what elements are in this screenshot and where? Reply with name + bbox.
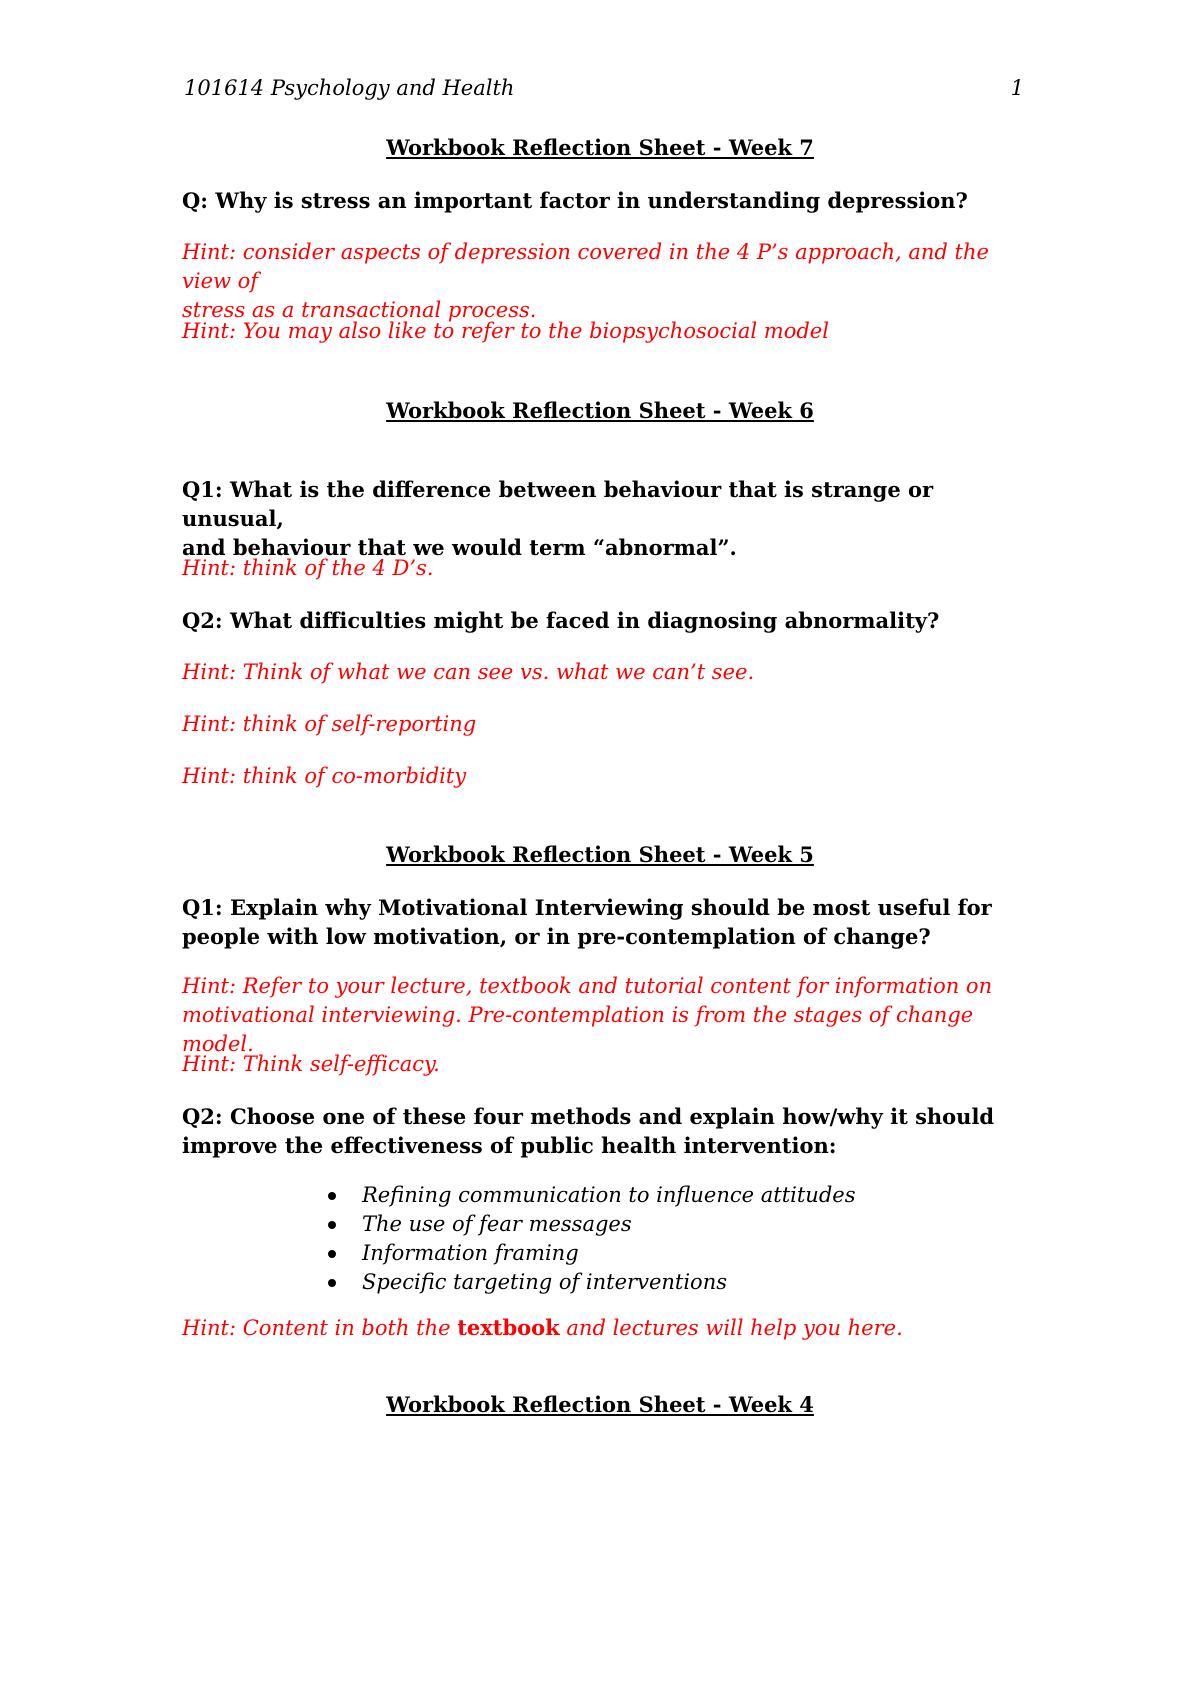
list-item <box>362 1268 1042 1297</box>
week6-question-2: Q2: What difficulties might be faced in diagnosing abnormality? <box>182 608 940 633</box>
list-item-text: Information framing <box>362 1241 579 1265</box>
week6-question-2-hint-2: Hint: think of self-reporting <box>182 712 477 736</box>
course-title: 101614 Psychology and Health <box>184 76 515 100</box>
week7-question: Q: Why is stress an important factor in understanding depression? <box>182 188 968 213</box>
week5-question-1 <box>182 893 1042 951</box>
week5-title: Workbook Reflection Sheet - Week 5 <box>386 842 814 867</box>
week5-question-1-hint-1-line-2: motivational interviewing. Pre-contemplation is from the stages of change model. <box>182 1003 974 1056</box>
week6-question-2-hint-3: Hint: think of co-morbidity <box>182 764 467 788</box>
list-item-text: The use of fear messages <box>362 1212 632 1236</box>
bullet-icon <box>328 1192 336 1200</box>
week5-question-1-line-2: people with low motivation, or in pre-contemplation of change? <box>182 924 931 949</box>
bullet-icon <box>328 1250 336 1258</box>
week5-question-1-hint-1 <box>182 972 1042 1059</box>
methods-list <box>362 1181 1042 1297</box>
list-item <box>362 1181 1042 1210</box>
page-number: 1 <box>1010 76 1024 100</box>
list-item <box>362 1239 1042 1268</box>
week7-hint-2: Hint: You may also like to refer to the biopsychosocial model <box>182 319 829 343</box>
week4-title: Workbook Reflection Sheet - Week 4 <box>386 1392 814 1417</box>
week7-title: Workbook Reflection Sheet - Week 7 <box>386 135 814 160</box>
week7-hint-1 <box>182 238 1042 325</box>
hint-text-after: and lectures will help you here. <box>559 1316 903 1340</box>
week5-question-1-hint-1-line-1: Hint: Refer to your lecture, textbook and tutorial content for information on <box>182 974 993 998</box>
hint-text-bold: textbook <box>457 1315 560 1340</box>
page-header <box>184 74 1024 102</box>
week5-question-1-line-1: Q1: Explain why Motivational Interviewing should be most useful for <box>182 895 992 920</box>
week5-question-2-line-2: improve the effectiveness of public health intervention: <box>182 1133 837 1158</box>
week5-question-2-line-1: Q2: Choose one of these four methods and explain how/why it should <box>182 1104 995 1129</box>
week7-hint-1-line-1: Hint: consider aspects of depression covered in the 4 P’s approach, and the view of <box>182 240 989 293</box>
list-item-text: Refining communication to influence attitudes <box>362 1183 856 1207</box>
week5-question-2 <box>182 1102 1042 1160</box>
week6-title: Workbook Reflection Sheet - Week 6 <box>386 398 814 423</box>
list-item <box>362 1210 1042 1239</box>
bullet-icon <box>328 1279 336 1287</box>
week5-question-1-hint-2: Hint: Think self-efficacy. <box>182 1052 440 1076</box>
week6-question-1 <box>182 475 1042 562</box>
week6-question-1-line-1: Q1: What is the difference between behaviour that is strange or unusual, <box>182 477 934 531</box>
week5-question-2-hint <box>182 1313 1042 1343</box>
hint-text-before: Hint: Content in both the <box>182 1316 458 1340</box>
list-item-text: Specific targeting of interventions <box>362 1270 727 1294</box>
week6-question-2-hint-1: Hint: Think of what we can see vs. what we can’t see. <box>182 660 755 684</box>
week7-hint-1-line-2: stress as a transactional process. <box>182 298 537 322</box>
bullet-icon <box>328 1221 336 1229</box>
week6-question-1-line-2: and behaviour that we would term “abnormal”. <box>182 535 737 560</box>
week6-question-1-hint: Hint: think of the 4 D’s. <box>182 556 434 580</box>
